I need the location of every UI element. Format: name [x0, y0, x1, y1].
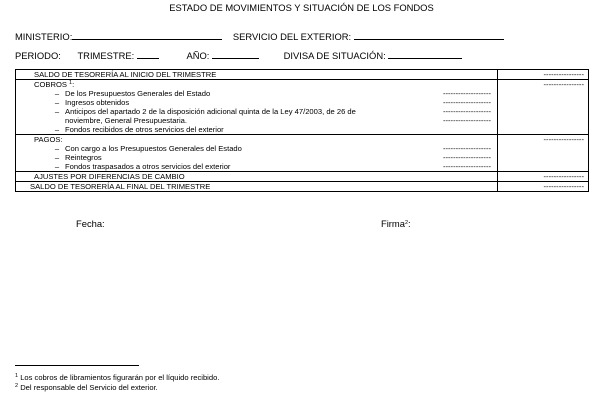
table-row — [16, 89, 589, 98]
dash-bullet: – — [54, 144, 60, 153]
footnote-text: Del responsable del Servicio del exterior. — [20, 383, 158, 392]
dash-bullet: – — [54, 107, 60, 116]
footnote-number: 2 — [15, 383, 19, 389]
cobros-item-value: ------------------- — [442, 89, 491, 98]
servicio-field[interactable] — [354, 30, 504, 40]
fecha-label: Fecha: — [76, 218, 105, 229]
table-row-cobros: COBROS $^1$: ---------------- — [16, 80, 589, 90]
dash-bullet: – — [54, 89, 60, 98]
saldo-inicio-value: ---------------- — [498, 70, 589, 80]
cobros-item-value: ------------------- — [442, 116, 491, 125]
footnote-text: Los cobros de libramientos figurarán por el líquido recibido. — [20, 373, 220, 382]
dash-bullet: – — [54, 153, 60, 162]
cobros-item-value: ------------------- — [442, 98, 491, 107]
pagos-item: Reintegros — [65, 153, 102, 162]
pagos-item-value: ------------------- — [442, 162, 491, 171]
dash-bullet: – — [54, 125, 60, 134]
table-row — [16, 125, 589, 135]
table-row-ajustes — [16, 172, 589, 182]
header-row-1 — [15, 30, 504, 42]
footnote-2 — [15, 383, 158, 392]
firma-colon: : — [408, 218, 411, 229]
cobros-item: Fondos recibidos de otros servicios del exterior — [65, 125, 224, 134]
cobros-label: COBROS — [34, 80, 67, 89]
cobros-item: Ingresos obtenidos — [65, 98, 130, 107]
divisa-field[interactable] — [388, 49, 462, 59]
ano-field[interactable] — [212, 49, 259, 59]
trimestre-field[interactable] — [137, 49, 159, 59]
pagos-total: ---------------- — [498, 135, 589, 145]
pagos-item-value: ------------------- — [442, 144, 491, 153]
header-row-2 — [15, 49, 462, 61]
footnote-number: 1 — [15, 373, 19, 379]
firma-label-group — [381, 218, 411, 229]
cobros-item: De los Presupuestos Generales del Estado — [65, 89, 211, 98]
servicio-label: SERVICIO DEL EXTERIOR: — [232, 31, 352, 42]
cobros-item-value: ------------------- — [442, 107, 491, 116]
cobros-footnote-ref: 1 — [69, 80, 73, 86]
ano-label: AÑO: — [186, 50, 210, 61]
cobros-total: ---------------- — [498, 80, 589, 90]
table-row — [16, 162, 589, 172]
pagos-item: Fondos traspasados a otros servicios del exterior — [65, 162, 231, 171]
pagos-item-value: ------------------- — [442, 153, 491, 162]
divisa-label: DIVISA DE SITUACIÓN: — [283, 50, 386, 61]
firma-footnote-ref: 2 — [404, 220, 409, 226]
saldo-final-label: SALDO DE TESORERÍA AL FINAL DEL TRIMESTRE — [16, 182, 400, 192]
periodo-label: PERIODO: — [15, 50, 61, 61]
table-row — [16, 144, 589, 153]
trimestre-label: TRIMESTRE: — [77, 50, 135, 61]
table-row-saldo-final — [16, 182, 589, 192]
footnote-divider — [15, 365, 139, 366]
table-row — [16, 153, 589, 162]
ajustes-label: AJUSTES POR DIFERENCIAS DE CAMBIO — [16, 172, 400, 182]
saldo-inicio-label: SALDO DE TESORERÍA AL INICIO DEL TRIMESTRE — [16, 70, 400, 80]
table-row-pagos — [16, 135, 589, 145]
page-title: ESTADO DE MOVIMIENTOS Y SITUACIÓN DE LOS FONDOS — [169, 2, 434, 13]
cobros-item: Anticipos del apartado 2 de la disposición adicional quinta de la Ley 47/2003, de 26 de noviembre, General Presupuestaria. — [65, 107, 356, 125]
saldo-final-value: ---------------- — [498, 182, 589, 192]
movements-table — [15, 69, 589, 192]
table-row — [16, 107, 589, 125]
footnote-1 — [15, 373, 219, 382]
ministerio-field[interactable] — [72, 30, 222, 40]
firma-label: Firma — [381, 218, 405, 229]
pagos-item: Con cargo a los Presupuestos Generales del Estado — [65, 144, 242, 153]
pagos-label: PAGOS: — [16, 135, 400, 145]
ajustes-value: ---------------- — [498, 172, 589, 182]
table-row — [16, 98, 589, 107]
ministerio-label: MINISTERIO: — [15, 31, 73, 42]
dash-bullet: – — [54, 98, 60, 107]
dash-bullet: – — [54, 162, 60, 171]
table-row-saldo-inicio — [16, 70, 589, 80]
